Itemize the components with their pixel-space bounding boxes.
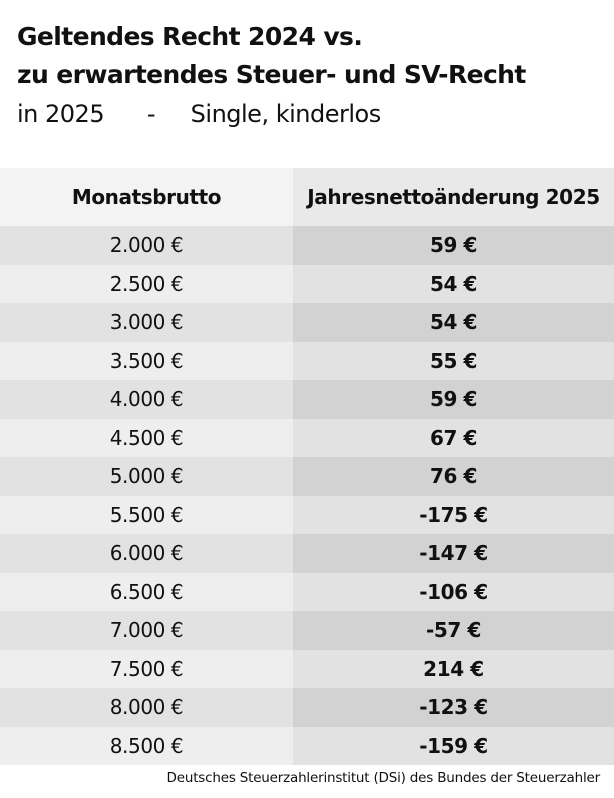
- title-block: [17, 18, 607, 134]
- cell-monatsbrutto: 6.500 €: [0, 573, 293, 612]
- cell-jahresnettoaenderung: 59 €: [293, 226, 614, 265]
- table-row: [0, 380, 614, 419]
- cell-monatsbrutto: 8.500 €: [0, 727, 293, 766]
- cell-jahresnettoaenderung: 67 €: [293, 419, 614, 458]
- cell-jahresnettoaenderung: 54 €: [293, 265, 614, 304]
- data-table: [0, 168, 614, 765]
- cell-monatsbrutto: 7.500 €: [0, 650, 293, 689]
- table-row: [0, 342, 614, 381]
- table-row: [0, 727, 614, 766]
- cell-jahresnettoaenderung: -123 €: [293, 688, 614, 727]
- cell-jahresnettoaenderung: -147 €: [293, 534, 614, 573]
- cell-monatsbrutto: 5.500 €: [0, 496, 293, 535]
- cell-jahresnettoaenderung: 214 €: [293, 650, 614, 689]
- cell-monatsbrutto: 4.000 €: [0, 380, 293, 419]
- cell-monatsbrutto: 3.000 €: [0, 303, 293, 342]
- title-line-2: zu erwartendes Steuer- und SV-Recht: [17, 60, 526, 89]
- column-header-jahresnettoaenderung: Jahresnettoänderung 2025: [293, 168, 614, 226]
- table-row: [0, 265, 614, 304]
- cell-monatsbrutto: 8.000 €: [0, 688, 293, 727]
- cell-jahresnettoaenderung: -175 €: [293, 496, 614, 535]
- cell-monatsbrutto: 4.500 €: [0, 419, 293, 458]
- cell-monatsbrutto: 5.000 €: [0, 457, 293, 496]
- cell-jahresnettoaenderung: 59 €: [293, 380, 614, 419]
- cell-monatsbrutto: 2.500 €: [0, 265, 293, 304]
- table-row: [0, 534, 614, 573]
- table-row: [0, 650, 614, 689]
- source-note: Deutsches Steuerzahlerinstitut (DSi) des Bundes der Steuerzahler: [166, 770, 600, 786]
- table-row: [0, 419, 614, 458]
- cell-monatsbrutto: 3.500 €: [0, 342, 293, 381]
- subtitle: in 2025 - Single, kinderlos: [17, 100, 381, 128]
- cell-monatsbrutto: 6.000 €: [0, 534, 293, 573]
- cell-jahresnettoaenderung: 55 €: [293, 342, 614, 381]
- table-header-row: [0, 168, 614, 226]
- cell-jahresnettoaenderung: 54 €: [293, 303, 614, 342]
- cell-monatsbrutto: 2.000 €: [0, 226, 293, 265]
- table-row: [0, 457, 614, 496]
- table-row: [0, 611, 614, 650]
- table-row: [0, 688, 614, 727]
- table-row: [0, 496, 614, 535]
- cell-monatsbrutto: 7.000 €: [0, 611, 293, 650]
- table-row: [0, 573, 614, 612]
- title-line-1: Geltendes Recht 2024 vs.: [17, 22, 363, 51]
- cell-jahresnettoaenderung: -106 €: [293, 573, 614, 612]
- cell-jahresnettoaenderung: -159 €: [293, 727, 614, 766]
- table-row: [0, 226, 614, 265]
- table-body: [0, 226, 614, 765]
- cell-jahresnettoaenderung: -57 €: [293, 611, 614, 650]
- table-row: [0, 303, 614, 342]
- column-header-monatsbrutto: Monatsbrutto: [0, 168, 293, 226]
- cell-jahresnettoaenderung: 76 €: [293, 457, 614, 496]
